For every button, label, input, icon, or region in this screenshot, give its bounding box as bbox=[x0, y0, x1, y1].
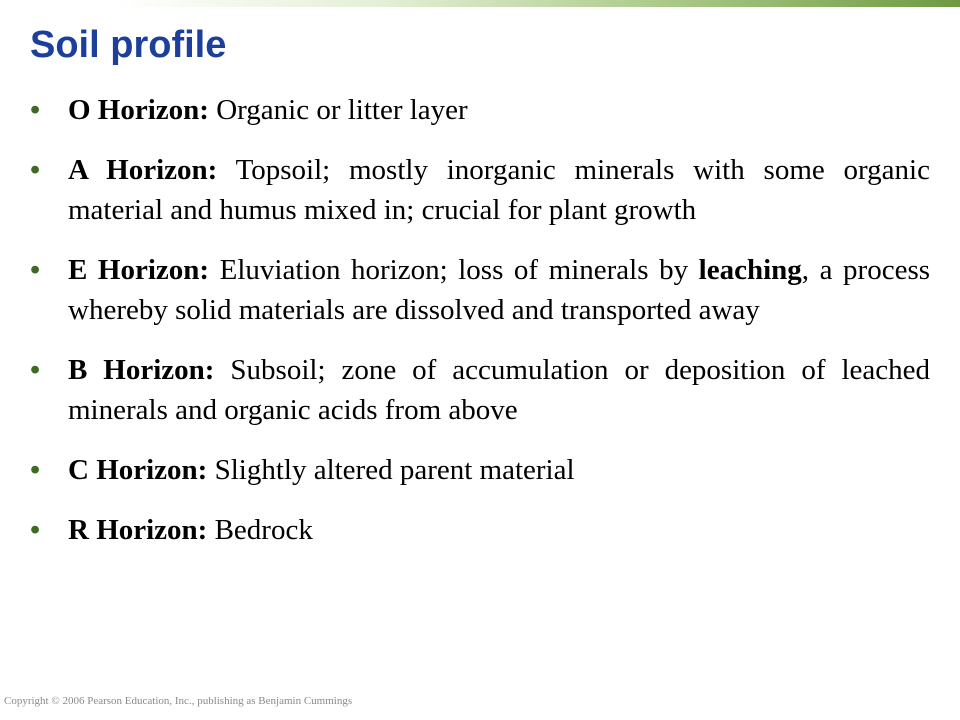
bullet-marker: • bbox=[30, 254, 41, 286]
bullet-marker: • bbox=[30, 154, 41, 186]
horizon-description: Organic or litter layer bbox=[216, 94, 468, 126]
horizon-label: O Horizon: bbox=[68, 94, 209, 126]
horizon-label: A Horizon: bbox=[68, 154, 218, 186]
horizon-description: Topsoil; mostly inorganic minerals with some organic material and humus mixed in; crucial for plant growth bbox=[68, 154, 930, 226]
keyword-leaching: leaching bbox=[698, 254, 802, 286]
slide-title: Soil profile bbox=[30, 24, 227, 66]
bullet-c-horizon bbox=[30, 450, 930, 490]
horizon-label: R Horizon: bbox=[68, 514, 208, 546]
horizon-label: E Horizon: bbox=[68, 254, 210, 286]
bullet-marker: • bbox=[30, 454, 41, 486]
horizon-description: Bedrock bbox=[214, 514, 313, 546]
bullet-marker: • bbox=[30, 354, 41, 386]
bullet-a-horizon bbox=[30, 150, 930, 230]
horizon-description: Subsoil; zone of accumulation or deposition of leached minerals and organic acids from above bbox=[68, 354, 931, 426]
bullet-r-horizon bbox=[30, 510, 930, 550]
horizon-label: B Horizon: bbox=[68, 354, 215, 386]
top-gradient-bar bbox=[0, 0, 960, 7]
horizon-label: C Horizon: bbox=[68, 454, 208, 486]
copyright-notice: Copyright © 2006 Pearson Education, Inc., publishing as Benjamin Cummings bbox=[4, 695, 353, 707]
horizon-description-start: Eluviation horizon; loss of minerals by bbox=[219, 254, 689, 286]
bullet-b-horizon bbox=[30, 350, 930, 430]
bullet-o-horizon bbox=[30, 90, 930, 130]
horizon-description: Slightly altered parent material bbox=[214, 454, 575, 486]
horizon-description-end: , a process whereby solid materials are dissolved and transported away bbox=[68, 254, 931, 326]
bullet-marker: • bbox=[30, 94, 41, 126]
bullet-e-horizon bbox=[30, 250, 930, 330]
horizon-list bbox=[30, 90, 930, 570]
bullet-marker: • bbox=[30, 514, 41, 546]
